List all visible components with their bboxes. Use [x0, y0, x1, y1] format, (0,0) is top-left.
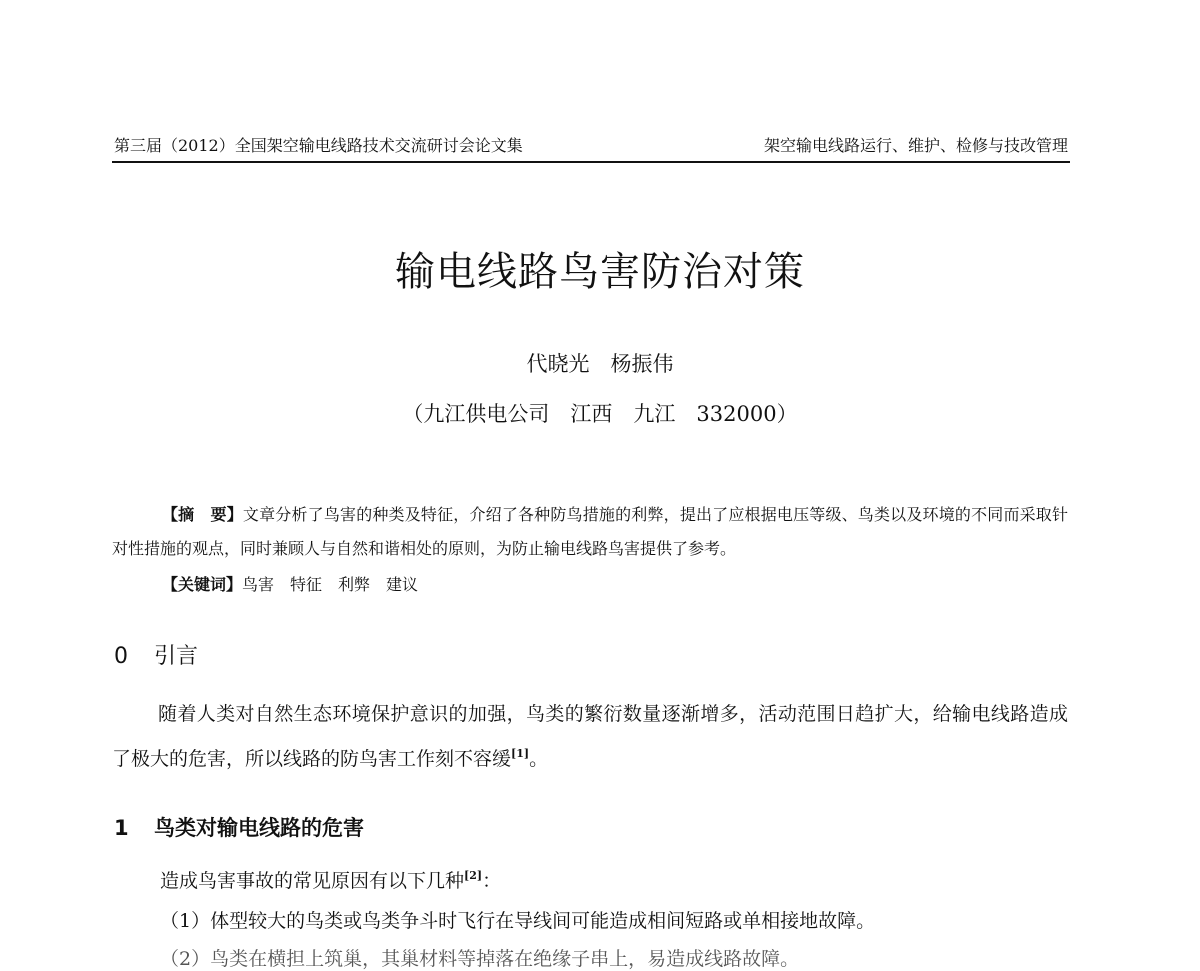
- citation-ref: [2]: [464, 869, 483, 882]
- keywords-text: 鸟害 特征 利弊 建议: [242, 575, 419, 594]
- abstract-text: 文章分析了鸟害的种类及特征，介绍了各种防鸟措施的利弊，提出了应根据电压等级、鸟类以及环境的不同而采取针对性措施的观点，同时兼顾人与自然和谐相处的原则，为防止输电线路鸟害提供了参考。: [112, 505, 1068, 558]
- introduction-text: 随着人类对自然生态环境保护意识的加强，鸟类的繁衍数量逐渐增多，活动范围日趋扩大，给输电线路造成了极大的危害，所以线路的防鸟害工作刻不容缓: [112, 703, 1068, 770]
- header-section-title: 架空输电线路运行、维护、检修与技改管理: [763, 136, 1068, 155]
- causes-intro-paragraph: [160, 866, 501, 893]
- causes-intro-text: 造成鸟害事故的常见原因有以下几种: [160, 870, 465, 892]
- causes-intro-end: ：: [482, 870, 502, 892]
- running-header: [112, 133, 1070, 163]
- section-title: 鸟类对输电线路的危害: [154, 816, 364, 840]
- section-heading-bird-hazards: [114, 812, 364, 842]
- introduction-paragraph: [112, 694, 1068, 779]
- header-proceedings-title: 第三届（2012）全国架空输电线路技术交流研讨会论文集: [114, 136, 523, 155]
- author-affiliation: （九江供电公司 江西 九江 332000）: [402, 402, 798, 426]
- section-number: 1: [114, 816, 129, 840]
- keywords-label: 【关键词】: [162, 575, 243, 594]
- abstract-label: 【摘 要】: [162, 505, 243, 524]
- section-number: 0: [114, 644, 128, 669]
- cause-item-2: （2）鸟类在横担上筑巢，其巢材料等掉落在绝缘子串上，易造成线路故障。: [160, 948, 800, 970]
- section-title: 引言: [154, 644, 199, 669]
- paper-title: 输电线路鸟害防治对策: [395, 249, 805, 295]
- introduction-end: 。: [529, 748, 549, 770]
- abstract: [112, 498, 1068, 566]
- paper-authors: 代晓光 杨振伟: [526, 352, 674, 376]
- cause-item-1: （1）体型较大的鸟类或鸟类争斗时飞行在导线间可能造成相间短路或单相接地故障。: [160, 910, 876, 932]
- citation-ref: [1]: [511, 747, 530, 760]
- keywords: [162, 568, 418, 602]
- section-heading-introduction: [114, 639, 198, 670]
